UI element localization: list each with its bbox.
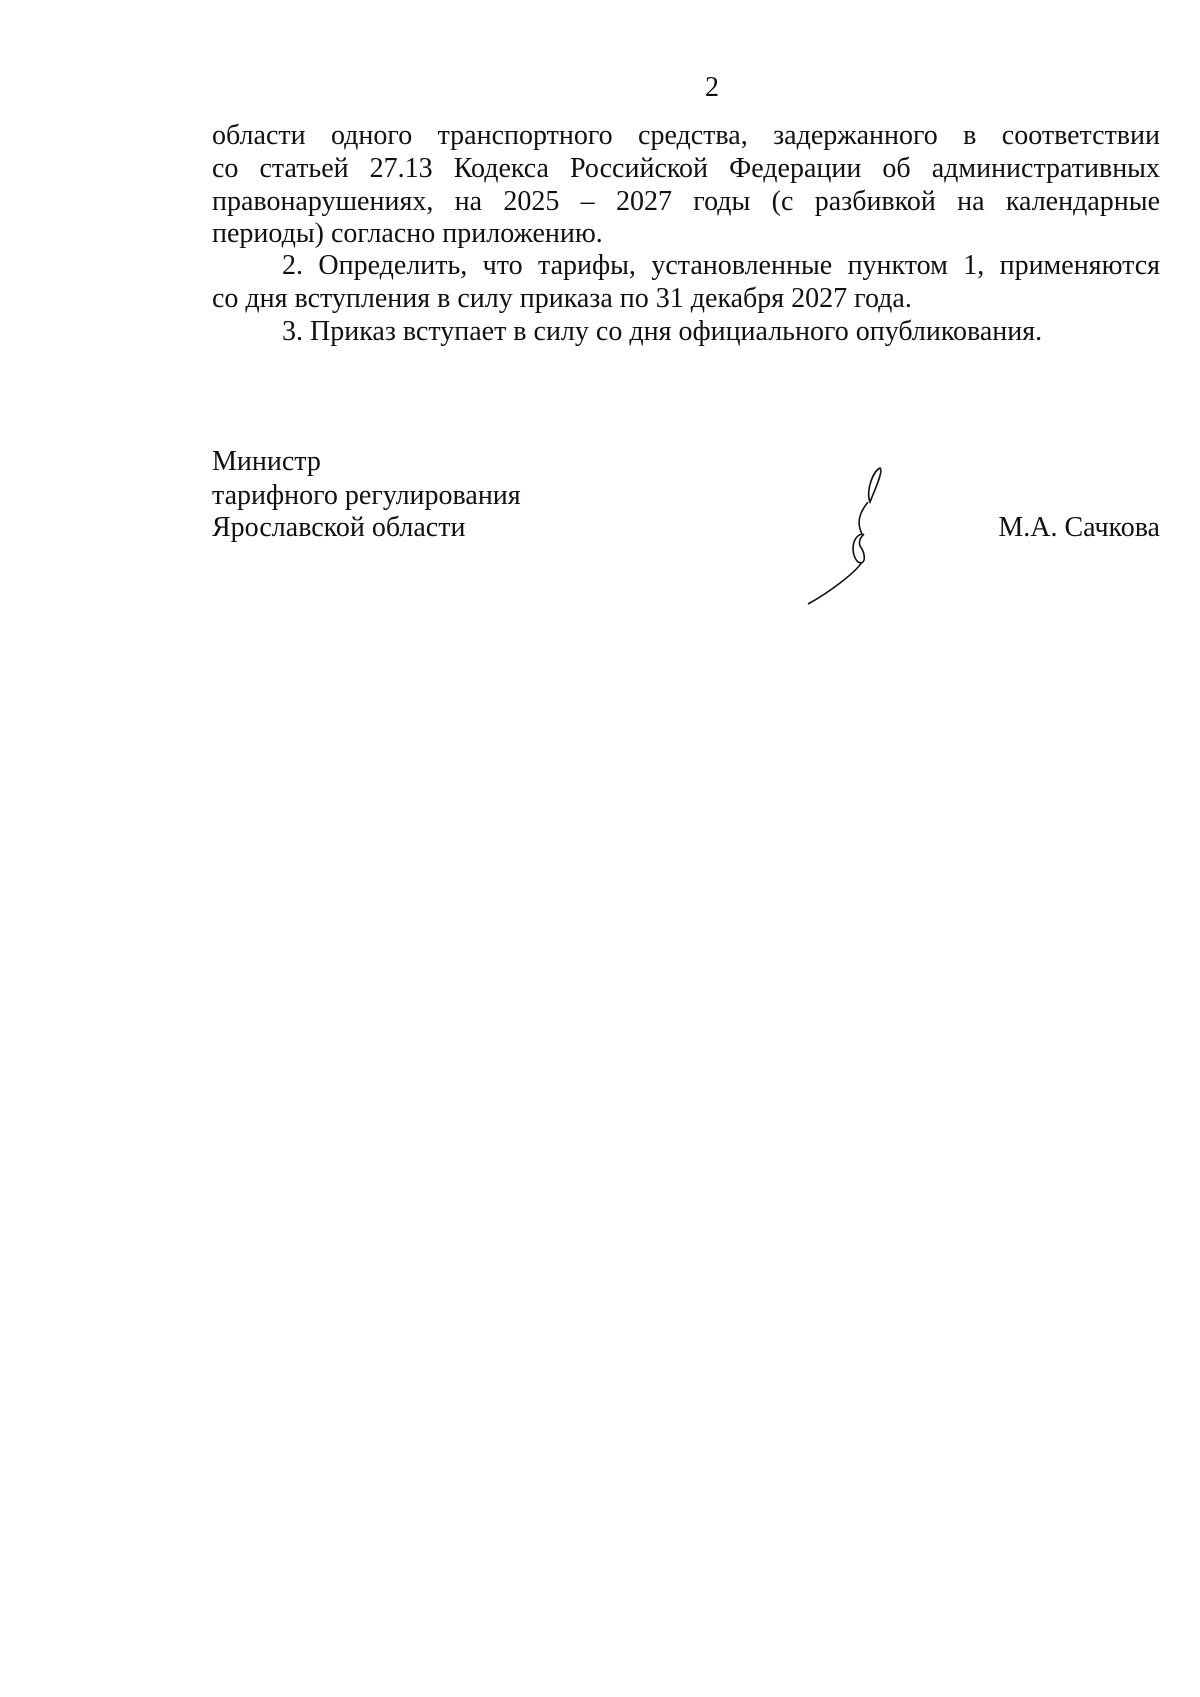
paragraph-3: 3. Приказ вступает в силу со дня официального опубликования.: [282, 316, 1043, 347]
page-number: 2: [705, 72, 719, 103]
signatory-title: Министр: [212, 446, 321, 477]
signatory-title: Ярославской области: [212, 512, 466, 543]
body-line: со статьей 27.13 Кодекса Российской Федерации об административных: [212, 153, 1160, 184]
body-line: области одного транспортного средства, задержанного в соответствии: [212, 120, 1160, 151]
handwritten-signature: [800, 462, 900, 607]
body-line: правонарушениях, на 2025 – 2027 годы (с разбивкой на календарные: [212, 186, 1160, 217]
paragraph-2-line: 2. Определить, что тарифы, установленные пунктом 1, применяются: [282, 250, 1160, 281]
signatory-title: тарифного регулирования: [212, 480, 521, 511]
signatory-name: М.А. Сачкова: [998, 512, 1160, 543]
body-line: периоды) согласно приложению.: [212, 218, 603, 249]
paragraph-2-line: со дня вступления в силу приказа по 31 декабря 2027 года.: [212, 283, 912, 314]
